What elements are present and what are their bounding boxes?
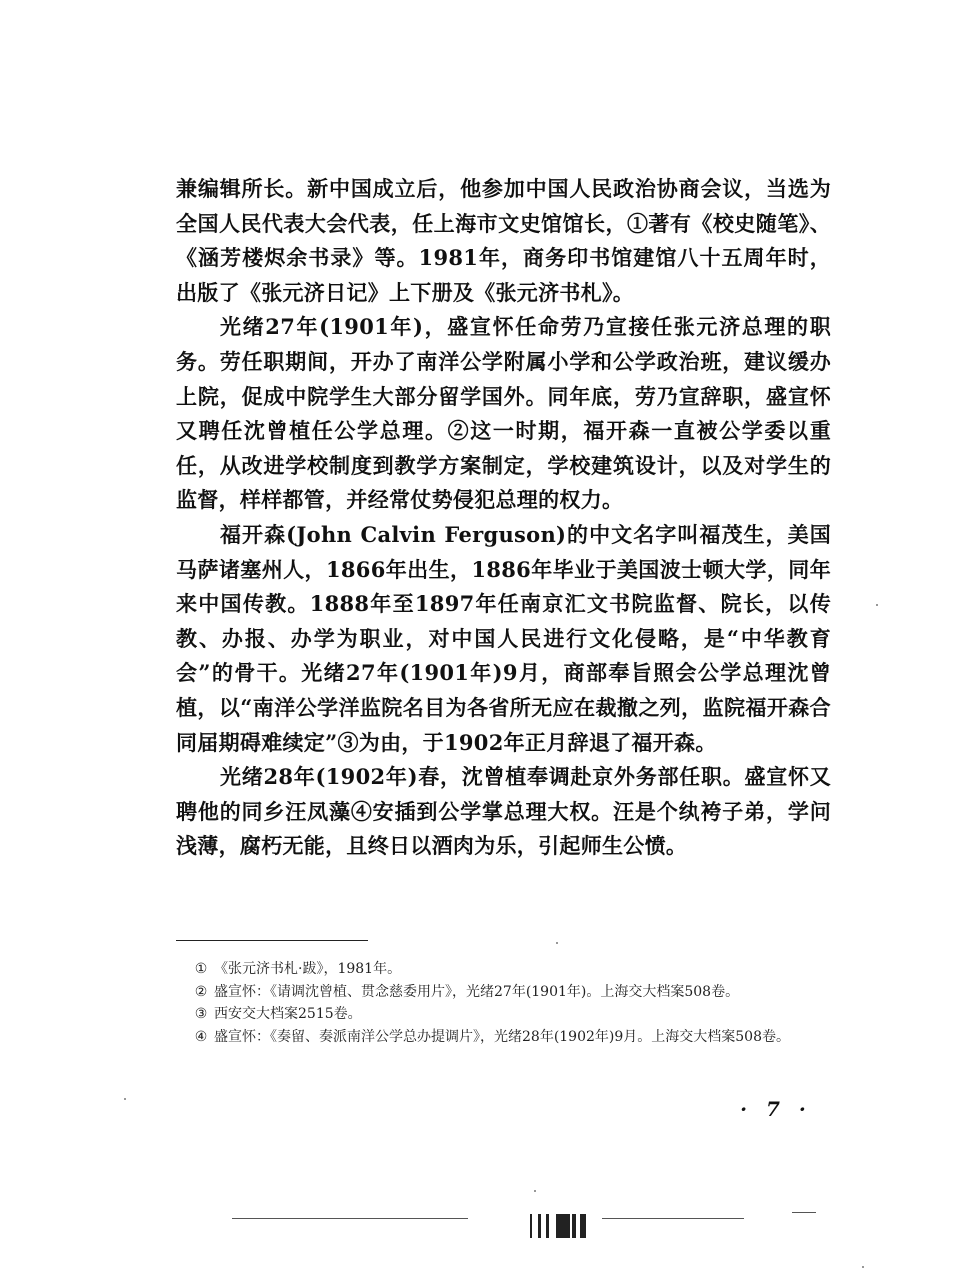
scan-artifact-line (232, 1218, 468, 1219)
scan-artifact-line (792, 1212, 816, 1213)
scan-artifact-blocks (528, 1214, 590, 1238)
footnote-text: 《张元济书札·跋》，1981年。 (214, 961, 402, 977)
paragraph-4: 光绪28年(1902年)春，沈曾植奉调赴京外务部任职。盛宣怀又聘他的同乡汪凤藻④安插到公学掌总理大权。汪是个纨袴子弟，学问浅薄，腐朽无能，且终日以酒肉为乐，引起师生公愤。 (176, 764, 831, 859)
footnote-divider (176, 940, 368, 941)
scan-speck (876, 604, 878, 606)
body-text (176, 172, 831, 864)
footnote-mark: ② (194, 983, 208, 1000)
paragraph-2: 光绪27年(1901年)，盛宣怀任命劳乃宣接任张元济总理的职务。劳任职期间，开办了南洋公学附属小学和公学政治班，建议缓办上院，促成中院学生大部分留学国外。同年底，劳乃宣辞职，盛宣怀又聘任沈曾植任公学总理。②这一时期，福开森一直被公学委以重任，从改进学校制度到教学方案制定，学校建筑设计，以及对学生的监督，样样都管，并经常仗势侵犯总理的权力。 (176, 314, 831, 513)
footnote-mark: ④ (194, 1028, 208, 1045)
paragraph-1: 兼编辑所长。新中国成立后，他参加中国人民政治协商会议，当选为全国人民代表大会代表，任上海市文史馆馆长，①著有《校史随笔》、《涵芳楼烬余书录》等。1981年，商务印书馆建馆八十五周年时，出版了《张元济日记》上下册及《张元济书札》。 (176, 176, 831, 305)
footnote-mark: ① (194, 961, 208, 977)
footnote-1 (176, 958, 831, 981)
scan-speck (534, 1190, 536, 1192)
paragraph-3: 福开森(John Calvin Ferguson)的中文名字叫福茂生，美国马萨诸塞州人，1866年出生，1886年毕业于美国波士顿大学，同年来中国传教。1888年至1897年任南京汇文书院监督、院长，以传教、办报、办学为职业，对中国人民进行文化侵略，是“中华教育会”的骨干。光绪27年(1901年)9月，商部奉旨照会公学总理沈曾植，以“南洋公学洋监院名目为各省所无应在裁撤之列，监院福开森合同届期碍难续定”③为由，于1902年正月辞退了福开森。 (176, 521, 831, 755)
footnote-text: 西安交大档案2515卷。 (214, 1006, 362, 1022)
scan-speck (556, 942, 558, 944)
footnote-text: 盛宣怀：《请调沈曾植、贯念慈委用片》，光绪27年(1901年)。上海交大档案508卷。 (214, 983, 740, 1000)
footnote-4 (176, 1026, 831, 1049)
scan-artifact-line (602, 1218, 744, 1219)
footnote-mark: ③ (194, 1006, 208, 1022)
footnote-text: 盛宣怀：《奏留、奏派南洋公学总办提调片》，光绪28年(1902年)9月。上海交大档案508卷。 (214, 1028, 790, 1045)
page-number: · 7 · (740, 1097, 812, 1121)
footnotes (176, 958, 831, 1048)
footnote-3 (176, 1003, 831, 1026)
scan-speck (124, 1098, 126, 1100)
footnote-2 (176, 981, 831, 1004)
